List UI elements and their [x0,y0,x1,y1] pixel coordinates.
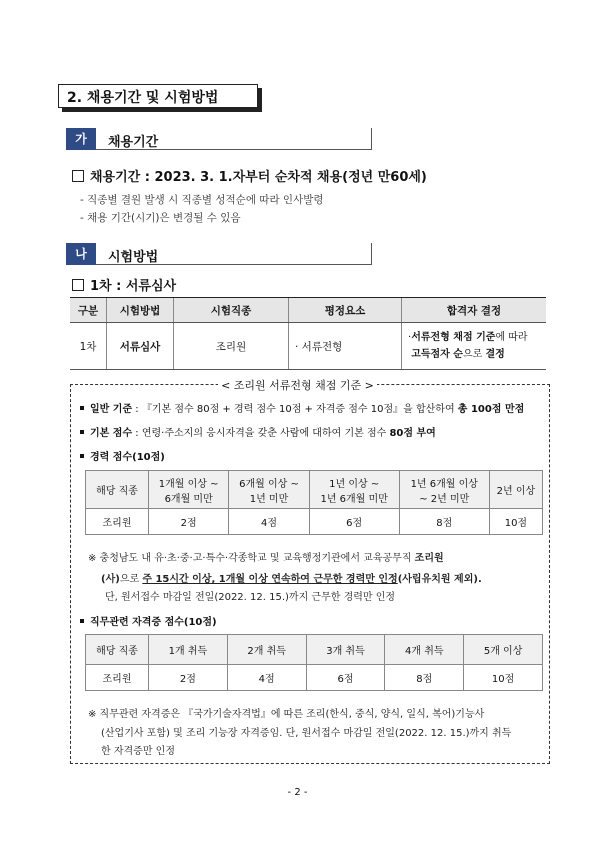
page-number: - 2 - [287,787,308,798]
basic-score [80,424,436,439]
divider [371,243,372,265]
decision-end-2: 결정 [485,349,505,360]
career-td-5: 10점 [489,509,542,535]
subheading-text: 채용기간 [108,135,159,150]
license-td-4: 8점 [385,665,464,691]
period-bullet-2: - 채용 기간(시기)은 변경될 수 있음 [80,212,241,224]
stage-text: 1차 : 서류심사 [90,279,177,294]
general-label: 일반 기준 [90,404,133,415]
basic-label: 기본 점수 [90,428,133,439]
career-header-row [86,471,543,509]
career-row [86,509,543,535]
career-note-line-2 [101,570,482,585]
td-category: 1차 [70,323,107,370]
general-text: : 『기본 점수 80점 + 경력 점수 10점 + 자격증 점수 10점』을 합산하여 [132,404,458,415]
square-bullet-icon [80,406,84,410]
career-note-2a: (사) [101,574,120,585]
career-td-4: 8점 [399,509,489,535]
decision-rest-1: 에 따라 [495,332,528,343]
subheading-period [66,128,372,150]
th-decision: 합격자 결정 [402,298,547,323]
license-header-row [86,635,543,665]
subheading-tag: 나 [66,243,96,265]
license-th-0: 해당 직종 [86,635,149,665]
career-table [85,470,543,535]
general-bold: 총 100점 만점 [457,404,525,415]
career-th-2: 6개월 이상 ~ 1년 미만 [229,471,309,509]
td-factor: · 서류전형 [289,323,402,370]
stage-heading [72,275,176,294]
license-note-line-1: ※ 직무관련 자격증은 『국가기술자격법』에 따른 조리(한식, 중식, 양식, 일식, 복어)기능사 [88,709,485,720]
criteria-title-text: < 조리원 서류전형 채점 기준 > [218,379,377,392]
decision-bold-2: 고득점자 순 [411,349,463,360]
career-label: 경력 점수(10점) [90,452,165,463]
license-td-3: 6점 [306,665,385,691]
career-heading [80,448,165,463]
square-bullet-icon [80,454,84,458]
license-td-0: 조리원 [86,665,149,691]
criteria-title [0,377,595,393]
career-note-1a: ※ 충청남도 내 유·초·중·고·특수·각종학교 및 교육행정기관에서 교육공무직 [88,553,415,564]
subheading-text: 시험방법 [108,250,159,265]
license-row [86,665,543,691]
license-label: 직무관련 자격증 점수(10점) [90,617,217,628]
career-th-0: 해당 직종 [86,471,149,509]
career-note-2d: (사립유치원 제외). [397,574,482,585]
td-job: 조리원 [174,323,289,370]
checkbox-icon [72,170,84,182]
table-row [70,323,546,370]
license-th-4: 4개 취득 [385,635,464,665]
subheading-tag: 가 [66,128,96,150]
license-th-5: 5개 이상 [464,635,543,665]
license-table [85,634,543,691]
license-th-1: 1개 취득 [149,635,228,665]
section-title: 2. 채용기간 및 시험방법 [67,90,219,106]
method-table [70,297,546,370]
career-th-5: 2년 이상 [489,471,542,509]
subheading-method [66,243,372,265]
decision-bold-1: 서류전형 채점 기준 [411,332,496,343]
career-note-1b: 조리원 [414,553,444,564]
career-th-3: 1년 이상 ~ 1년 6개월 미만 [309,471,399,509]
license-th-2: 2개 취득 [227,635,306,665]
license-note-line-3: 한 자격증만 인정 [101,746,175,757]
decision-mid-2: 으로 [462,349,486,360]
basic-bold: 80점 부여 [389,428,436,439]
career-note-line-3: 단, 원서접수 마감일 전일(2022. 12. 15.)까지 근무한 경력만 인정 [105,592,396,603]
th-factor: 평정요소 [289,298,402,323]
license-heading [80,613,217,628]
period-bullet-1: - 직종별 결원 발생 시 직종별 성적순에 따라 인사발령 [80,194,324,206]
td-decision: ·서류전형 채점 기준에 따라 고득점자 순으로 결정 [402,323,547,370]
career-note-2c: 주 15시간 이상, 1개월 이상 연속하여 근무한 경력만 인정 [142,574,398,585]
license-th-3: 3개 취득 [306,635,385,665]
th-method: 시험방법 [107,298,174,323]
license-td-5: 10점 [464,665,543,691]
period-main-text: 채용기간 : 2023. 3. 1.자부터 순차적 채용(정년 만60세) [90,170,427,185]
basic-text: : 연령·주소지의 응시자격을 갖춘 사람에 대하여 기본 점수 [132,428,390,439]
checkbox-icon [72,279,84,291]
square-bullet-icon [80,430,84,434]
period-main [72,166,427,185]
license-td-1: 2점 [149,665,228,691]
underline [96,149,372,150]
underline [96,264,372,265]
square-bullet-icon [80,619,84,623]
license-td-2: 4점 [227,665,306,691]
career-note-line-1 [88,549,444,564]
career-td-0: 조리원 [86,509,149,535]
general-criteria [80,400,524,415]
license-note-line-2: (산업기사 포함) 및 조리 기능장 자격증임. 단, 원서접수 마감일 전일(2022. 12. 15.)까지 취득 [101,728,512,739]
career-td-2: 4점 [229,509,309,535]
section-title-box [58,84,258,108]
career-td-1: 2점 [149,509,229,535]
career-th-1: 1개월 이상 ~ 6개월 미만 [149,471,229,509]
table-header-row [70,298,546,323]
career-td-3: 6점 [309,509,399,535]
td-method: 서류심사 [107,323,174,370]
th-category: 구분 [70,298,107,323]
career-note-2b: 으로 [119,574,143,585]
divider [371,128,372,150]
career-th-4: 1년 6개월 이상 ~ 2년 미만 [399,471,489,509]
th-job: 시험직종 [174,298,289,323]
